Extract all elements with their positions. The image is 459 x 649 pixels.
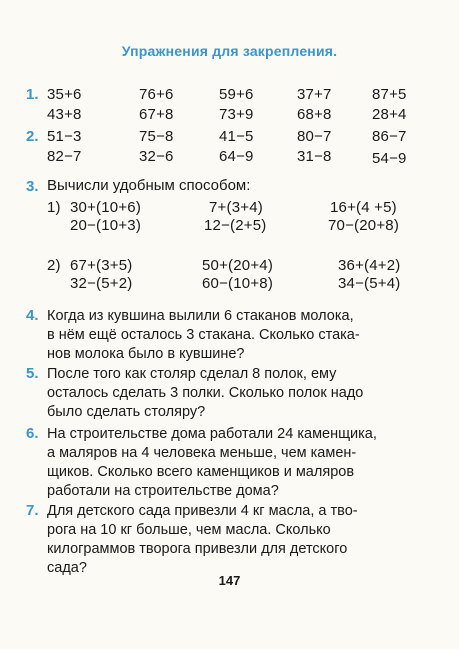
exercise-1-number: 1. [26,86,39,103]
problem-6-line: а маляров на 4 человека меньше, чем камен- [47,445,357,461]
problem-4-number: 4. [26,307,39,324]
problem-5-line: было сделать столяру? [47,404,206,420]
ex2-expr: 32−6 [139,148,174,165]
problem-5-number: 5. [26,365,39,382]
ex1-expr: 87+5 [372,86,407,103]
ex2-expr: 75−8 [139,128,174,145]
problem-6-line: На строительстве дома работали 24 каменщика, [47,426,377,442]
problem-7-number: 7. [26,502,39,519]
problem-5-line: осталось сделать 3 полки. Сколько полок надо [47,385,364,401]
ex1-expr: 28+4 [372,106,407,123]
ex3-expr: 70−(20+8) [328,217,400,234]
ex2-expr: 86−7 [372,128,407,145]
ex3-expr: 50+(20+4) [202,257,274,274]
ex3-expr: 67+(3+5) [70,257,133,274]
ex1-expr: 76+6 [139,86,174,103]
problem-4-line: в нём ещё осталось 3 стакана. Сколько стака- [47,327,360,343]
problem-6-line: работали на строительстве дома? [47,483,279,499]
ex3-expr: 16+(4 +5) [330,199,397,216]
ex3-part2-label: 2) [47,257,61,274]
exercise-3-number: 3. [26,178,39,195]
ex1-expr: 67+8 [139,106,174,123]
ex3-part1-label: 1) [47,199,61,216]
problem-4-line: нов молока было в кувшине? [47,346,245,362]
ex2-expr: 31−8 [297,148,332,165]
ex1-expr: 37+7 [297,86,332,103]
ex3-expr: 34−(5+4) [338,275,401,292]
page-number: 147 [218,573,241,588]
ex3-expr: 32−(5+2) [70,275,133,292]
problem-7-line: рога на 10 кг больше, чем масла. Сколько [47,522,331,538]
ex3-expr: 60−(10+8) [202,275,274,292]
exercise-3-prompt: Вычисли удобным способом: [47,177,251,194]
ex1-expr: 73+9 [219,106,254,123]
problem-6-line: щиков. Сколько всего каменщиков и маляров [47,464,355,480]
problem-7-line: килограммов творога привезли для детского [47,541,348,557]
ex2-expr: 80−7 [297,128,332,145]
ex1-expr: 35+6 [47,86,82,103]
problem-5-line: После того как столяр сделал 8 полок, ему [47,366,337,382]
exercise-2-number: 2. [26,128,39,145]
ex3-expr: 36+(4+2) [338,257,401,274]
section-title: Упражнения для закрепления. [121,43,338,59]
ex3-expr: 20−(10+3) [70,217,142,234]
ex2-expr: 41−5 [219,128,254,145]
problem-7-line: сада? [47,560,87,576]
problem-4-line: Когда из кувшина вылили 6 стаканов молока, [47,308,354,324]
ex3-expr: 30+(10+6) [70,199,142,216]
problem-6-number: 6. [26,425,39,442]
ex2-expr: 51−3 [47,128,82,145]
ex2-expr: 82−7 [47,148,82,165]
ex1-expr: 59+6 [219,86,254,103]
ex1-expr: 43+8 [47,106,82,123]
ex2-expr: 54−9 [372,150,407,167]
ex2-expr: 64−9 [219,148,254,165]
ex1-expr: 68+8 [297,106,332,123]
ex3-expr: 7+(3+4) [209,199,263,216]
ex3-expr: 12−(2+5) [204,217,267,234]
problem-7-line: Для детского сада привезли 4 кг масла, а тво- [47,503,358,519]
